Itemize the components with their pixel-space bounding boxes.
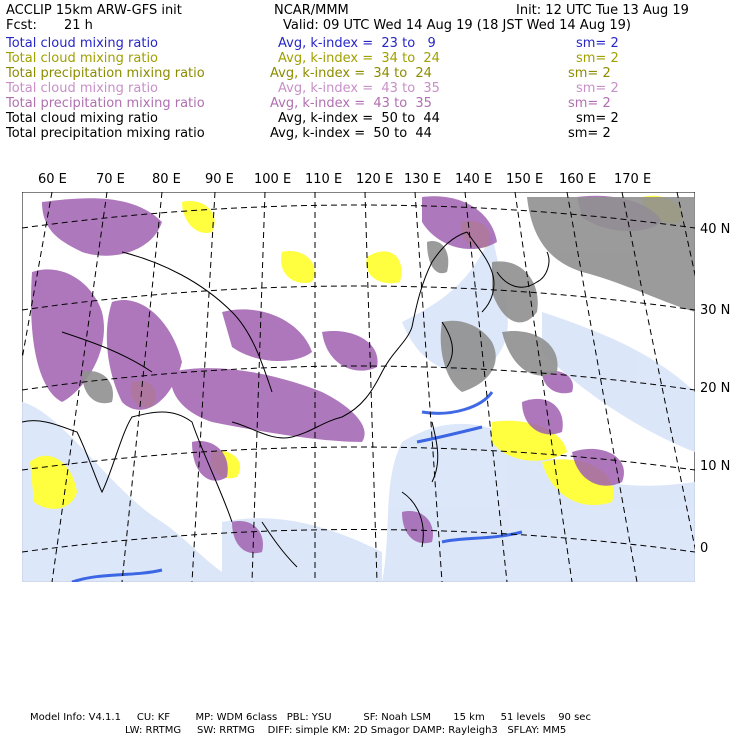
init-time: Init: 12 UTC Tue 13 Aug 19 <box>516 3 689 18</box>
lat-label: 0 <box>700 541 709 556</box>
footer-line-1: Model Info: V4.1.1 CU: KF MP: WDM 6class PBL: YSU SF: Noah LSM 15 km 51 levels 90 sec <box>30 712 591 723</box>
valid-time: Valid: 09 UTC Wed 14 Aug 19 (18 JST Wed 14 Aug 19) <box>283 18 631 33</box>
legend-avg: Avg, k-index = 23 to 9 <box>278 36 436 51</box>
lon-label: 140 E <box>455 172 493 187</box>
legend-field: Total precipitation mixing ratio <box>6 66 205 81</box>
lon-label: 60 E <box>38 172 67 187</box>
legend-field: Total precipitation mixing ratio <box>6 96 205 111</box>
legend-avg: Avg, k-index = 43 to 35 <box>278 81 440 96</box>
lon-label: 170 E <box>614 172 652 187</box>
footer-line-2: LW: RRTMG SW: RRTMG DIFF: simple KM: 2D Smagor DAMP: Rayleigh3 SFLAY: MM5 <box>125 725 567 736</box>
fcst-value: 21 h <box>64 18 93 33</box>
legend-avg: Avg, k-index = 34 to 24 <box>278 51 440 66</box>
legend-field: Total cloud mixing ratio <box>6 81 159 96</box>
legend-sm: sm= 2 <box>576 111 619 126</box>
lon-label: 160 E <box>559 172 597 187</box>
lon-label: 120 E <box>356 172 394 187</box>
lat-label: 30 N <box>700 303 731 318</box>
legend-avg: Avg, k-index = 34 to 24 <box>270 66 432 81</box>
legend-sm: sm= 2 <box>568 96 611 111</box>
legend-field: Total cloud mixing ratio <box>6 111 159 126</box>
fcst-label: Fcst: <box>6 18 37 33</box>
legend-avg: Avg, k-index = 50 to 44 <box>270 126 432 141</box>
legend-sm: sm= 2 <box>576 36 619 51</box>
lat-label: 40 N <box>700 222 731 237</box>
legend-field: Total cloud mixing ratio <box>6 36 159 51</box>
legend-field: Total cloud mixing ratio <box>6 51 159 66</box>
lon-label: 80 E <box>152 172 181 187</box>
legend-sm: sm= 2 <box>568 66 611 81</box>
lon-label: 150 E <box>506 172 544 187</box>
legend-field: Total precipitation mixing ratio <box>6 126 205 141</box>
lon-label: 110 E <box>305 172 343 187</box>
legend-sm: sm= 2 <box>576 81 619 96</box>
lon-label: 90 E <box>205 172 234 187</box>
lat-label: 20 N <box>700 381 731 396</box>
title-left: ACCLIP 15km ARW-GFS init <box>6 3 182 18</box>
lon-label: 100 E <box>254 172 292 187</box>
legend-avg: Avg, k-index = 43 to 35 <box>270 96 432 111</box>
title-center: NCAR/MMM <box>274 3 349 18</box>
lon-label: 70 E <box>96 172 125 187</box>
legend-avg: Avg, k-index = 50 to 44 <box>278 111 440 126</box>
map-panel <box>22 192 695 582</box>
legend-sm: sm= 2 <box>568 126 611 141</box>
lon-label: 130 E <box>404 172 442 187</box>
legend-sm: sm= 2 <box>576 51 619 66</box>
lat-label: 10 N <box>700 459 731 474</box>
